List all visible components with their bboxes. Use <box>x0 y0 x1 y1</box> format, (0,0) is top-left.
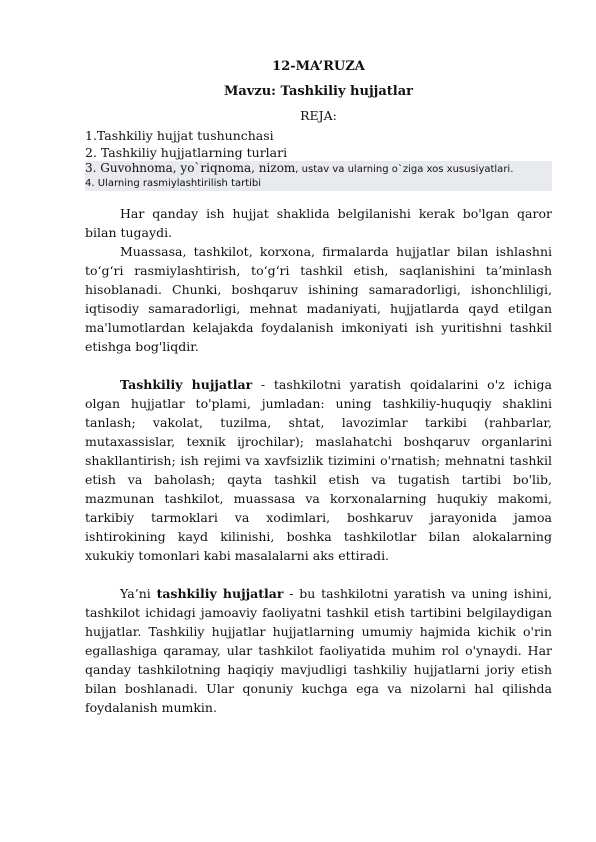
plan-item-3-main: 3. Guvohnoma, yo`riqnoma, nizom <box>85 161 296 175</box>
plan-item-1: 1.Tashkiliy hujjat tushunchasi <box>85 128 274 143</box>
plan-item-3 <box>85 161 552 177</box>
term-tashkiliy-hujjatlar-2: tashkiliy hujjatlar <box>156 586 284 601</box>
paragraph-3-text: - tashkilotni yaratish qoidalarini o'z ichiga olgan hujjatlar to'plami, jumladan: uning tashkiliy-huquqiy shaklini tanlash; vakolat, tuzilma, shtat, lavozimlar tarkibi (rahbarlar, mutaxassislar, texnik ijrochilar); maslahatchi boshqaruv organlarini shakllantirish; ish rejimi va xavfsizlik tizimini o'rnatish; mehnatni tashkil etish va baholash; qayta tashkil etish va tugatish tartibi bo'lib, mazmunan tashkilot, muassasa va korxonalarning huqukiy makomi, tarkibiy tarmoklari va xodimlari, boshkaruv jarayonida jamoa ishtirokining kayd kilinishi, boshka tashkilotlar bilan alokalarning xukukiy tomonlari kabi masalalarni aks ettiradi. <box>85 377 552 563</box>
page-content <box>85 58 552 717</box>
plan-list <box>85 128 552 191</box>
topic-heading: Mavzu: Tashkiliy hujjatlar <box>223 84 413 99</box>
lecture-title: 12-MA’RUZA <box>272 59 365 74</box>
plan-item-3-rest: , ustav va ularning o`ziga xos xususiyatlari. <box>295 164 514 175</box>
plan-item-2: 2. Tashkiliy hujjatlarning turlari <box>85 144 288 160</box>
paragraph-1: Har qanday ish hujjat shaklida belgilanishi kerak bo'lgan qaror bilan tugaydi. <box>85 206 552 240</box>
paragraph-4-text: - bu tashkilotni yaratish va uning ishini, tashkilot ichidagi jamoaviy faoliyatni tashkil etish tartibini belgilaydigan hujjatlar. Tashkiliy hujjatlar hujjatlarning umumiy hajmida kichik o'rin egallashiga qaramay, ular tashkilot faoliyatida muhim rol o'ynaydi. Har qanday tashkilotning haqiqiy mavjudligi tashkiliy hujjatlarni joriy etish bilan boshlanadi. Ular qonuniy kuchga ega va nizolarni hal qilishda foydalanish mumkin. <box>85 586 552 715</box>
paragraph-4-start: Ya’ni <box>120 586 157 601</box>
term-tashkiliy-hujjatlar: Tashkiliy hujjatlar <box>120 377 253 392</box>
paragraph-3 <box>85 375 552 565</box>
paragraph-2: Muassasa, tashkilot, korxona, firmalarda hujjatlar bilan ishlashni to‘g‘ri rasmiylashtirish, to‘g‘ri tashkil etish, saqlanishini ta’minlash hisoblanadi. Chunki, boshqaruv ishining samaradorligi, ishonchliligi, iqtisodiy samaradorligi, mehnat madaniyati, hujjatlarda qayd etilgan ma'lumotlardan kelajakda foydalanish imkoniyati ish yuritishni tashkil etishga bog'liqdir. <box>85 244 552 354</box>
paragraph-4 <box>85 584 552 717</box>
plan-item-4: 4. Ularning rasmiylashtirilish tartibi <box>85 177 552 191</box>
plan-heading: REJA: <box>300 108 337 123</box>
